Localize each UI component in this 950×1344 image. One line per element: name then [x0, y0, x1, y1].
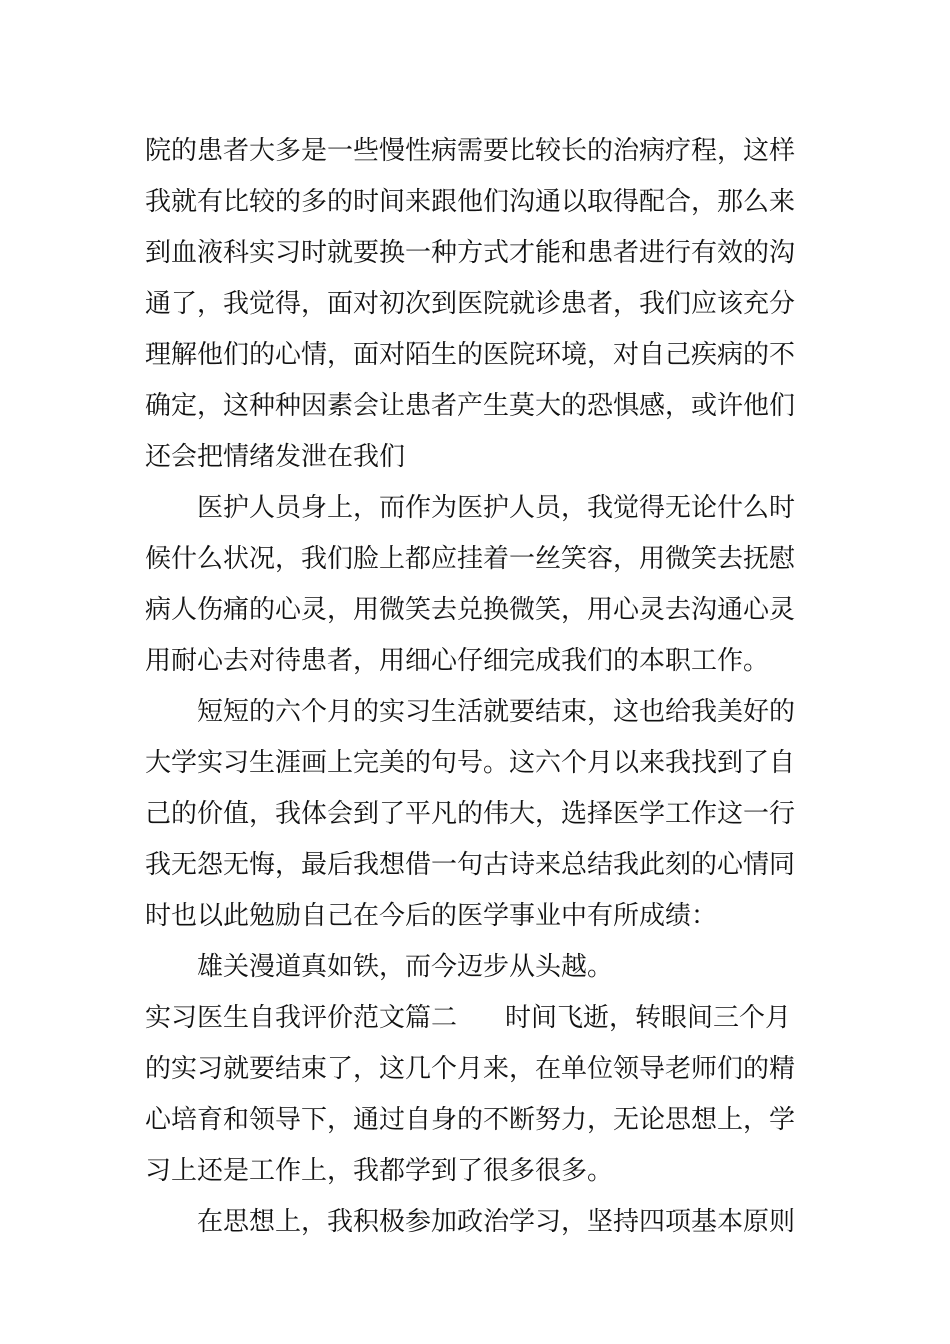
text-line: 时也以此勉励自己在今后的医学事业中有所成绩： [145, 901, 718, 931]
text-line: 大学实习生涯画上完美的句号。这六个月以来我找到了自 [145, 748, 796, 778]
paragraph-first-line: 医护人员身上，而作为医护人员，我觉得无论什么时 [197, 493, 796, 523]
text-line: 我无怨无悔，最后我想借一句古诗来总结我此刻的心情同 [145, 850, 796, 880]
poem-line: 雄关漫道真如铁，而今迈步从头越。 [197, 952, 614, 982]
section-first-line: 时间飞逝，转眼间三个月 [505, 1003, 792, 1033]
text-line: 候什么状况，我们脸上都应挂着一丝笑容，用微笑去抚慰 [145, 544, 796, 574]
text-line: 确定，这种种因素会让患者产生莫大的恐惧感，或许他们 [145, 391, 796, 421]
text-line: 我就有比较的多的时间来跟他们沟通以取得配合，那么来 [145, 187, 796, 217]
text-line: 通了，我觉得，面对初次到医院就诊患者，我们应该充分 [145, 289, 796, 319]
text-line: 院的患者大多是一些慢性病需要比较长的治病疗程，这样 [145, 136, 796, 166]
text-line: 还会把情绪发泄在我们 [145, 442, 406, 472]
text-line: 理解他们的心情，面对陌生的医院环境，对自己疾病的不 [145, 340, 796, 370]
section-heading-line [145, 993, 810, 1044]
text-line: 的实习就要结束了，这几个月来，在单位领导老师们的精 [145, 1054, 796, 1084]
text-line: 病人伤痛的心灵，用微笑去兑换微笑，用心灵去沟通心灵 [145, 595, 796, 625]
paragraph-first-line: 短短的六个月的实习生活就要结束，这也给我美好的 [197, 697, 796, 727]
text-line: 心培育和领导下，通过自身的不断努力，无论思想上，学 [145, 1105, 796, 1135]
document-body [145, 126, 810, 1248]
section-heading: 实习医生自我评价范文篇二 [145, 1003, 458, 1033]
paragraph-first-line: 在思想上，我积极参加政治学习，坚持四项基本原则 [197, 1207, 796, 1237]
text-line: 用耐心去对待患者，用细心仔细完成我们的本职工作。 [145, 646, 770, 676]
text-line: 己的价值，我体会到了平凡的伟大，选择医学工作这一行 [145, 799, 796, 829]
text-line: 到血液科实习时就要换一种方式才能和患者进行有效的沟 [145, 238, 796, 268]
text-line: 习上还是工作上，我都学到了很多很多。 [145, 1156, 614, 1186]
